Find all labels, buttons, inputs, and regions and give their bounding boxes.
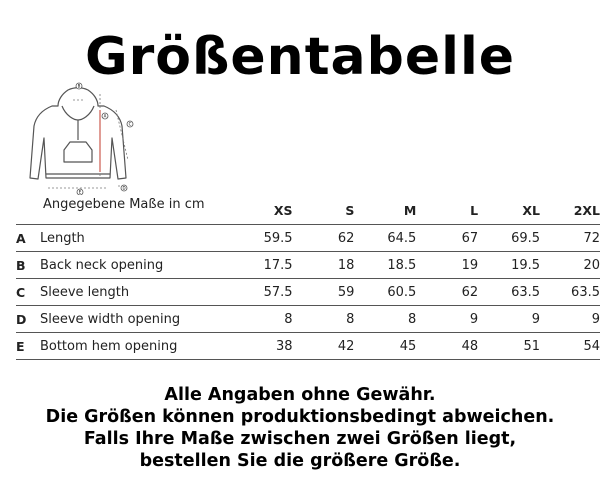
cell-value: 62 [416, 279, 478, 306]
row-letter: D [16, 306, 40, 333]
table-row [16, 225, 600, 252]
disclaimer-line: Die Größen können produktionsbedingt abweichen. [45, 407, 555, 427]
disclaimer-line: Falls Ihre Maße zwischen zwei Größen liegt, [83, 429, 517, 449]
row-label: Back neck opening [40, 252, 217, 279]
cell-value: 63.5 [478, 279, 540, 306]
marker-c-label: C [128, 121, 132, 127]
marker-b-label: B [77, 83, 81, 89]
cell-value: 18.5 [354, 252, 416, 279]
cell-value: 20 [540, 252, 600, 279]
hoodie-diagram [18, 80, 143, 195]
cell-value: 18 [293, 252, 355, 279]
row-label: Sleeve width opening [40, 306, 217, 333]
disclaimer-notes [0, 384, 600, 472]
cell-value: 72 [540, 225, 600, 252]
cell-value: 54 [540, 333, 600, 360]
cell-value: 19 [416, 252, 478, 279]
cell-value: 8 [293, 306, 355, 333]
size-header-s: S [345, 202, 355, 218]
size-header-xs: XS [273, 202, 293, 218]
row-label: Sleeve length [40, 279, 217, 306]
cell-value: 17.5 [217, 252, 293, 279]
disclaimer-line: Alle Angaben ohne Gewähr. [164, 385, 436, 405]
size-header-xl: XL [522, 202, 541, 218]
cell-value: 62 [293, 225, 355, 252]
size-header-m: M [403, 202, 417, 218]
table-row [16, 279, 600, 306]
cell-value: 9 [478, 306, 540, 333]
cell-value: 63.5 [540, 279, 600, 306]
row-letter: B [16, 252, 40, 279]
cell-value: 9 [540, 306, 600, 333]
units-label: Angegebene Maße in cm [42, 197, 205, 212]
cell-value: 45 [354, 333, 416, 360]
cell-value: 59.5 [217, 225, 293, 252]
table-row [16, 252, 600, 279]
table-row [16, 306, 600, 333]
row-letter: E [16, 333, 40, 360]
cell-value: 48 [416, 333, 478, 360]
cell-value: 64.5 [354, 225, 416, 252]
row-label: Length [40, 225, 217, 252]
row-letter: C [16, 279, 40, 306]
size-header-row [16, 196, 600, 225]
size-table [16, 196, 600, 360]
cell-value: 69.5 [478, 225, 540, 252]
page-title: Größentabelle [84, 27, 516, 87]
cell-value: 60.5 [354, 279, 416, 306]
cell-value: 8 [354, 306, 416, 333]
marker-a-label: A [103, 113, 107, 119]
cell-value: 42 [293, 333, 355, 360]
disclaimer-line: bestellen Sie die größere Größe. [139, 451, 461, 471]
size-header-2xl: 2XL [573, 202, 600, 218]
marker-d-label: D [122, 185, 126, 191]
cell-value: 67 [416, 225, 478, 252]
row-letter: A [16, 225, 40, 252]
cell-value: 8 [217, 306, 293, 333]
cell-value: 19.5 [478, 252, 540, 279]
marker-e-label: E [78, 189, 82, 195]
cell-value: 38 [217, 333, 293, 360]
cell-value: 57.5 [217, 279, 293, 306]
cell-value: 59 [293, 279, 355, 306]
cell-value: 9 [416, 306, 478, 333]
row-label: Bottom hem opening [40, 333, 217, 360]
cell-value: 51 [478, 333, 540, 360]
table-row [16, 333, 600, 360]
size-header-l: L [470, 202, 479, 218]
